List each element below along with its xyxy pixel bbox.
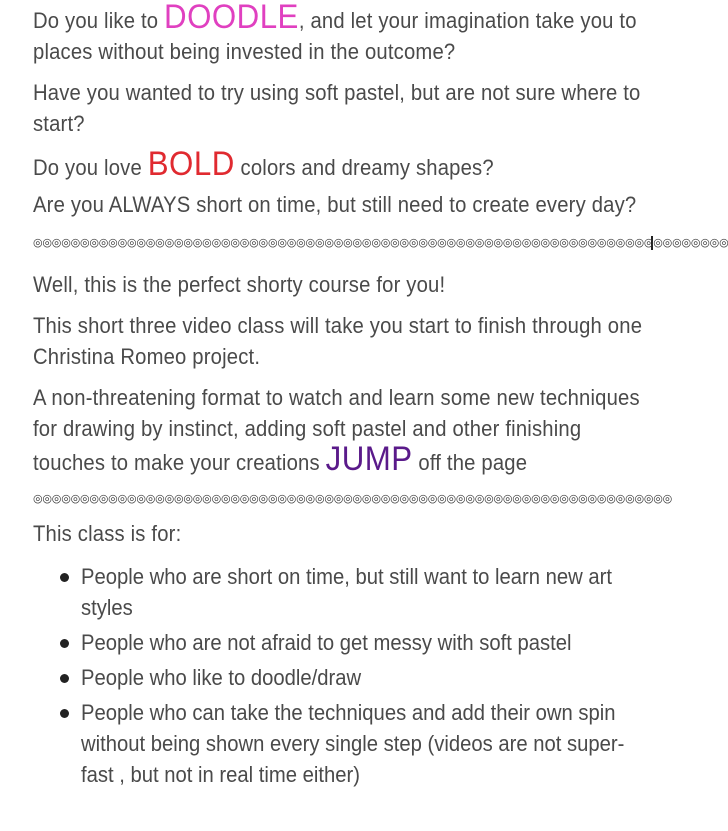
list-item	[33, 697, 653, 790]
body-format-description	[33, 382, 651, 478]
course-description	[33, 0, 728, 794]
intro-q3-before: Do you love	[33, 155, 148, 180]
list-item	[33, 627, 653, 658]
list-item-text: People who are not afraid to get messy with soft pastel	[81, 630, 572, 655]
body-p3-before: A non-threatening format to watch and learn some new techniques for drawing by instinct, adding soft pastel and other finishing touches to make your creations	[33, 385, 640, 475]
intro-question-doodle	[33, 2, 651, 67]
bullet-icon	[60, 709, 69, 718]
intro-q3-after: colors and dreamy shapes?	[234, 155, 494, 180]
divider-circles-1: ◎◎◎◎◎◎◎◎◎◎◎◎◎◎◎◎◎◎◎◎◎◎◎◎◎◎◎◎◎◎◎◎◎◎◎◎◎◎◎◎◎◎◎◎◎◎◎◎◎◎◎◎◎◎◎◎◎◎◎◎◎◎◎◎◎◎◎◎◎◎◎◎◎◎	[33, 236, 728, 249]
list-item-text: People who are short on time, but still want to learn new art styles	[81, 564, 613, 620]
bullet-icon	[60, 639, 69, 648]
list-item-text: People who can take the techniques and add their own spin without being shown every single step (videos are not super-fast , but not in real time either)	[81, 700, 625, 787]
body-perfect-course: Well, this is the perfect shorty course for you!	[33, 272, 446, 297]
body-class-summary: This short three video class will take you start to finish through one Christina Romeo project.	[33, 313, 643, 369]
doodle-highlight: DOODLE	[164, 0, 299, 36]
audience-heading: This class is for:	[33, 521, 182, 546]
intro-q1-before: Do you like to	[33, 8, 165, 33]
bold-highlight: BOLD	[147, 145, 235, 183]
intro-q1-after: , and let your imagination take you to places without being invested in the outcome?	[33, 8, 637, 64]
bullet-icon	[60, 674, 69, 683]
body-p3-after: off the page	[412, 450, 528, 475]
divider-circles-2: ◎◎◎◎◎◎◎◎◎◎◎◎◎◎◎◎◎◎◎◎◎◎◎◎◎◎◎◎◎◎◎◎◎◎◎◎◎◎◎◎◎◎◎◎◎◎◎◎◎◎◎◎◎◎◎◎◎◎◎◎◎◎◎◎◎◎◎◎	[33, 492, 673, 505]
list-item-text: People who like to doodle/draw	[81, 665, 362, 690]
bullet-icon	[60, 573, 69, 582]
audience-list	[33, 561, 653, 790]
list-item	[33, 561, 653, 623]
intro-question-pastel: Have you wanted to try using soft pastel, but are not sure where to start?	[33, 80, 641, 136]
intro-question-bold	[33, 145, 651, 183]
list-item	[33, 662, 653, 693]
intro-question-time: Are you ALWAYS short on time, but still need to create every day?	[33, 192, 637, 217]
jump-highlight: JUMP	[325, 440, 413, 478]
